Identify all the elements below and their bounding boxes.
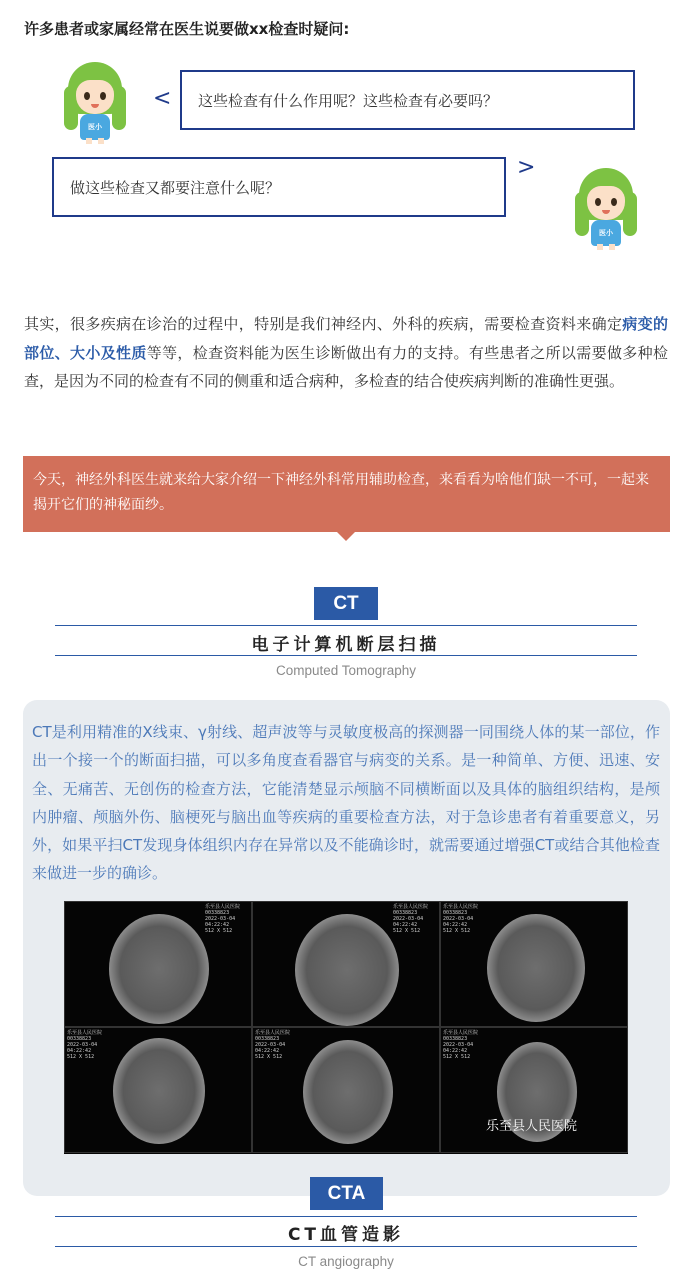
intro-heading: 许多患者或家属经常在医生说要做xx检查时疑问: xyxy=(24,20,350,38)
scan-info: 乐至县人民医院 00338823 2022-03-04 04:22:42 512 X 512 xyxy=(443,904,479,934)
ct-rule-top xyxy=(55,625,637,626)
mascot-label: 医小 xyxy=(599,229,613,237)
mascot-girl-1 xyxy=(62,62,128,144)
cta-title: CT血管造影 xyxy=(287,1225,405,1245)
question-bubble-1 xyxy=(180,70,635,130)
mascot-label: 医小 xyxy=(88,123,102,131)
intro-banner xyxy=(23,456,670,532)
chevron-left-icon: < xyxy=(153,86,172,111)
scan-info: 乐至县人民医院 00338823 2022-03-04 04:22:42 512 X 512 xyxy=(393,904,429,934)
hospital-watermark: 乐至县人民医院 xyxy=(486,1119,578,1134)
ct-scan-image xyxy=(64,901,628,1154)
paragraph-part2: 等等，检查资料能为医生诊断做出有力的支持。有些患者之所以需要做多种检查，是因为不同的检查有不同的侧重和适合病种，多检查的结合使疾病判断的准确性更强。 xyxy=(24,343,668,390)
cta-subtitle: CT angiography xyxy=(298,1254,394,1269)
intro-paragraph xyxy=(24,310,668,396)
ct-subtitle: Computed Tomography xyxy=(275,663,417,678)
paragraph-highlight: 病变的部位、大小及性质 xyxy=(24,315,668,362)
scan-slice xyxy=(252,1027,440,1153)
paragraph-part1: 其实，很多疾病在诊治的过程中，特别是我们神经内、外科的疾病，需要检查资料来确定 xyxy=(24,315,623,333)
scan-slice xyxy=(64,901,252,1027)
banner-arrow xyxy=(337,532,355,541)
chevron-right-icon: > xyxy=(517,155,536,180)
ct-title: 电子计算机断层扫描 xyxy=(251,635,441,655)
scan-info: 乐至县人民医院 00338823 2022-03-04 04:22:42 512 X 512 xyxy=(255,1030,291,1060)
cta-rule-top xyxy=(55,1216,637,1217)
ct-rule-bottom xyxy=(55,655,637,656)
scan-info: 乐至县人民医院 00338823 2022-03-04 04:22:42 512 X 512 xyxy=(443,1030,479,1060)
question-bubble-2 xyxy=(52,157,506,217)
scan-slice xyxy=(440,1027,628,1153)
ct-tag: CT xyxy=(314,587,378,620)
question-bubble-2-text: 做这些检查又都要注意什么呢？ xyxy=(70,178,281,197)
scan-slice xyxy=(64,1027,252,1153)
mascot-girl-2 xyxy=(573,168,639,250)
scan-slice xyxy=(440,901,628,1027)
banner-text: 今天，神经外科医生就来给大家介绍一下神经外科常用辅助检查，来看看为啥他们缺一不可，一起来揭开它们的神秘面纱。 xyxy=(33,472,649,513)
question-bubble-1-text: 这些检查有什么作用呢？这些检查有必要吗？ xyxy=(198,91,499,110)
scan-info: 乐至县人民医院 00338823 2022-03-04 04:22:42 512 X 512 xyxy=(205,904,241,934)
cta-rule-bottom xyxy=(55,1246,637,1247)
cta-tag: CTA xyxy=(310,1177,383,1210)
scan-slice xyxy=(252,901,440,1027)
ct-description: CT是利用精准的X线束、γ射线、超声波等与灵敏度极高的探测器一同围绕人体的某一部位，作出一个接一个的断面扫描，可以多角度查看器官与病变的关系。是一种简单、方便、迅速、安全、无痛苦、无创伤的检查方法，它能清楚显示颅脑不同横断面以及具体的脑组织结构，是颅内肿瘤、颅脑外伤、脑梗死与脑出血等疾病的重要检查方法，对于急诊患者有着重要意义，另外，如果平扫CT发现身体组织内存在异常以及不能确诊时，就需要通过增强CT或结合其他检查来做进一步的确诊。 xyxy=(32,723,660,883)
scan-info: 乐至县人民医院 00338823 2022-03-04 04:22:42 512 X 512 xyxy=(67,1030,103,1060)
